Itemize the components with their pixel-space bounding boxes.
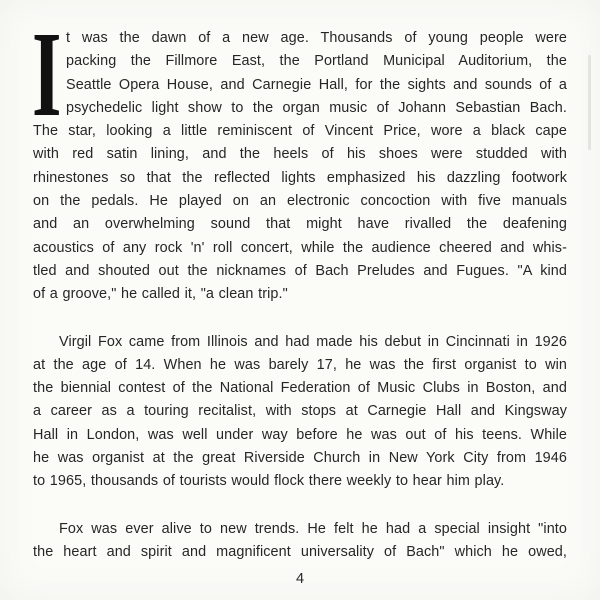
text-line: psychedelic light show to the organ music of Johann Sebastian Bach. bbox=[66, 99, 567, 116]
text-line: a career as a touring recitalist, with stops at Carnegie Hall and Kingsway bbox=[33, 403, 567, 420]
text-line: rhinestones so that the reflected lights emphasized his dazzling footwork bbox=[33, 169, 567, 186]
paragraph bbox=[32, 7, 567, 307]
text-line: tled and shouted out the nicknames of Bach Preludes and Fugues. "A kind bbox=[33, 262, 567, 279]
text-line: on the pedals. He played on an electronic concoction with five manuals bbox=[33, 193, 567, 210]
text-line: acoustics of any rock 'n' roll concert, while the audience cheered and whis- bbox=[33, 239, 567, 256]
drop-cap-letter: I bbox=[32, 7, 62, 142]
scan-artifact bbox=[588, 55, 591, 150]
paragraph bbox=[33, 331, 567, 494]
text-line: to 1965, thousands of tourists would flock there weekly to hear him play. bbox=[33, 473, 505, 490]
text-line: t was the dawn of a new age. Thousands of young people were bbox=[66, 30, 567, 46]
text-line: with red satin lining, and the heels of his shoes were studded with bbox=[33, 146, 567, 163]
text-line: Seattle Opera House, and Carnegie Hall, for the sights and sounds of a bbox=[66, 76, 567, 93]
text-column bbox=[32, 7, 567, 564]
text-line: he was organist at the great Riverside Church in New York City from 1946 bbox=[33, 450, 567, 467]
text-line: The star, looking a little reminiscent of Vincent Price, wore a black cape bbox=[33, 123, 567, 140]
text-line: Virgil Fox came from Illinois and had made his debut in Cincinnati in 1926 bbox=[59, 333, 567, 350]
paragraph bbox=[33, 518, 567, 565]
text-line: at the age of 14. When he was barely 17, he was the first organist to win bbox=[33, 356, 567, 373]
page-number: 4 bbox=[295, 571, 305, 587]
text-line: Fox was ever alive to new trends. He felt he had a special insight "into bbox=[59, 520, 567, 537]
drop-cap bbox=[32, 7, 62, 142]
text-line: and an overwhelming sound that might have rivalled the deafening bbox=[33, 216, 567, 233]
text-line: packing the Fillmore East, the Portland Municipal Auditorium, the bbox=[66, 53, 567, 70]
text-line: of a groove," he called it, "a clean trip." bbox=[33, 286, 288, 303]
text-line: the biennial contest of the National Federation of Music Clubs in Boston, and bbox=[33, 380, 567, 397]
text-line: Hall in London, was well under way before he was out of his teens. While bbox=[33, 426, 567, 443]
text-line: the heart and spirit and magnificent universality of Bach" which he owed, bbox=[33, 543, 567, 560]
